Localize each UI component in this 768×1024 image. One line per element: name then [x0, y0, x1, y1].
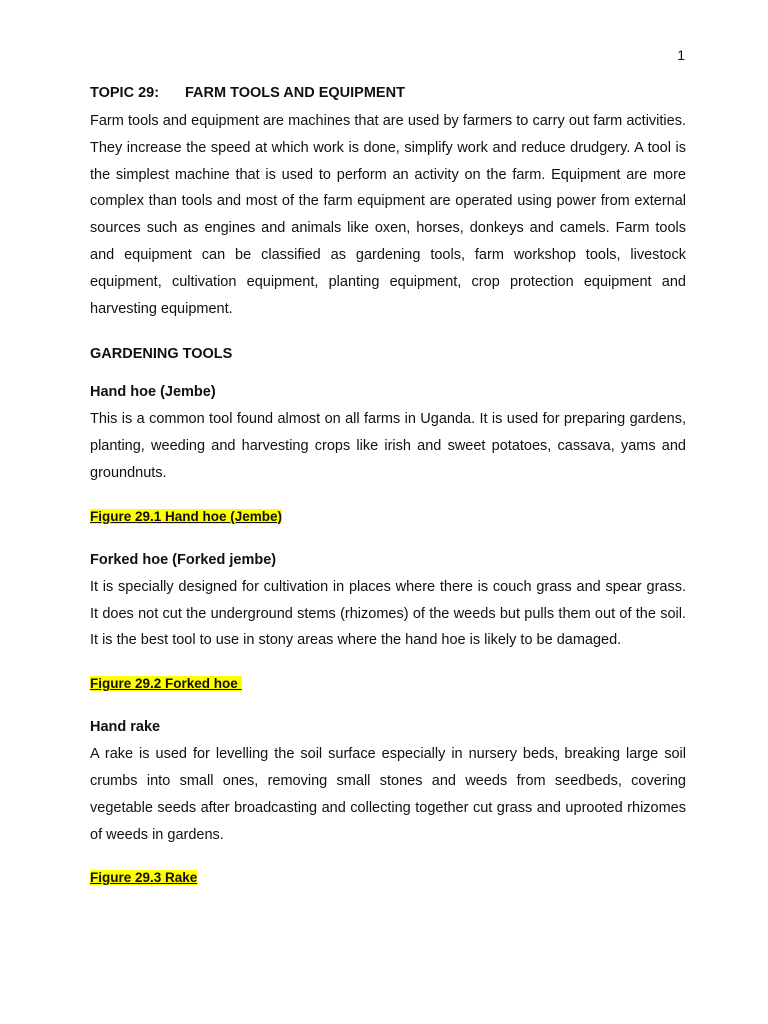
paragraph-hand-rake: A rake is used for levelling the soil surface especially in nursery beds, breaking large soil crumbs into small ones, removing small stones and weeds from seedbeds, covering vegetable seeds after broadcasting and collecting together cut grass and uprooted rhizomes of weeds in gardens.: [90, 746, 686, 843]
topic-label: TOPIC 29:: [90, 85, 160, 101]
subheading-forked-hoe: Forked hoe (Forked jembe): [90, 551, 277, 568]
paragraph-forked-hoe: It is specially designed for cultivation in places where there is couch grass and spear grass. It does not cut the underground stems (rhizomes) of the weeds but pulls them out of the soil. It is the best tool to use in stony areas where the hand hoe is likely to be damaged.: [90, 578, 686, 649]
page-number: 1: [677, 47, 685, 63]
figure-caption-hand-hoe: [90, 507, 686, 527]
subheading-hand-hoe: Hand hoe (Jembe): [90, 384, 216, 401]
topic-heading: [90, 82, 686, 104]
intro-paragraph: Farm tools and equipment are machines that are used by farmers to carry out farm activities. They increase the speed at which work is done, simplify work and reduce drudgery. A tool is the simplest machine that is used to perform an activity on the farm. Equipment are more complex than tools and most of the farm equipment are operated using power from external sources such as engines and animals like oxen, horses, donkeys and camels. Farm tools and equipment can be classified as gardening tools, farm workshop tools, livestock equipment, cultivation equipment, planting equipment, crop protection equipment and harvesting equipment.: [90, 113, 686, 317]
figure-caption-hand-hoe-text: Figure 29.1 Hand hoe (Jembe): [90, 508, 283, 524]
figure-caption-forked-hoe-text: Figure 29.2 Forked hoe: [90, 676, 242, 692]
section-heading-gardening-tools: GARDENING TOOLS: [90, 346, 233, 363]
paragraph-hand-hoe: This is a common tool found almost on all farms in Uganda. It is used for preparing gardens, planting, weeding and harvesting crops like irish and sweet potatoes, cassava, yams and groundnuts.: [90, 411, 686, 481]
figure-caption-rake-text: Figure 29.3 Rake: [90, 870, 198, 886]
topic-title: FARM TOOLS AND EQUIPMENT: [185, 85, 405, 101]
document-content: [90, 82, 686, 888]
figure-caption-rake: [90, 868, 686, 888]
subheading-hand-rake: Hand rake: [90, 719, 161, 736]
figure-caption-forked-hoe: [90, 674, 686, 694]
